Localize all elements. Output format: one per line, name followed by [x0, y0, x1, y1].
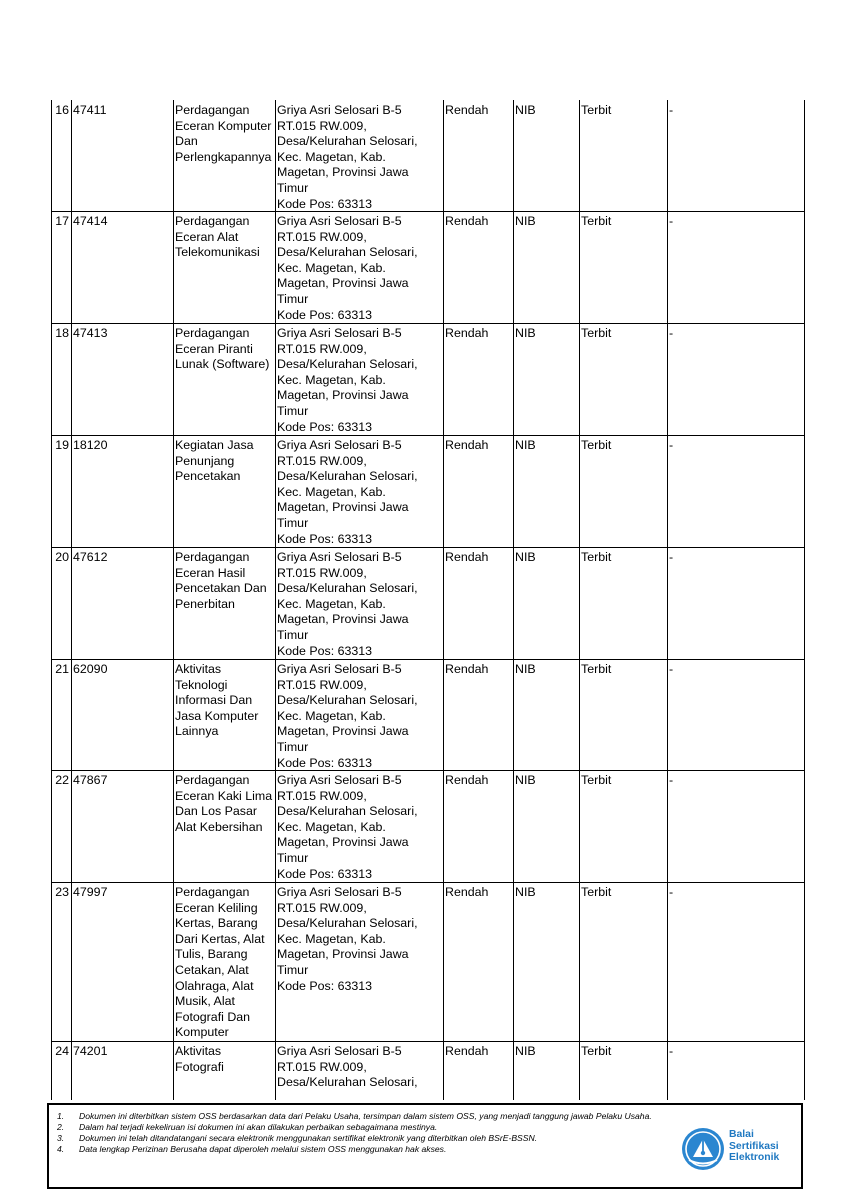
row-number-cell: 18 — [55, 326, 69, 340]
column-divider — [443, 100, 444, 1100]
license-status-cell: Terbit — [581, 662, 612, 676]
footer-note-number: 4. — [57, 1144, 65, 1154]
risk-level-cell: Rendah — [445, 326, 489, 340]
footer-note — [57, 1133, 689, 1144]
kbli-code-cell: 18120 — [73, 438, 108, 452]
license-type-cell: NIB — [515, 662, 536, 676]
remarks-cell: - — [669, 773, 674, 787]
license-status-cell: Terbit — [581, 885, 612, 899]
license-type-cell: NIB — [515, 214, 536, 228]
business-address-cell: Griya Asri Selosari B-5 RT.015 RW.009, Desa/Kelurahan Selosari, Kec. Magetan, Kab. Magetan, Provinsi Jawa Timur Kode Pos: 63313 — [277, 662, 418, 770]
footer-note — [57, 1122, 689, 1133]
business-address-cell: Griya Asri Selosari B-5 RT.015 RW.009, Desa/Kelurahan Selosari, — [277, 1044, 418, 1090]
row-number-cell: 24 — [55, 1044, 69, 1058]
business-license-table — [51, 100, 805, 1100]
row-number-cell: 23 — [55, 885, 69, 899]
license-type-cell: NIB — [515, 773, 536, 787]
column-divider — [579, 100, 580, 1100]
table-row — [52, 100, 804, 212]
row-number-cell: 22 — [55, 773, 69, 787]
kbli-code-cell: 62090 — [73, 662, 108, 676]
footer-note — [57, 1144, 689, 1155]
footer-note-number: 3. — [57, 1133, 65, 1143]
license-status-cell: Terbit — [581, 103, 612, 117]
business-address-cell: Griya Asri Selosari B-5 RT.015 RW.009, Desa/Kelurahan Selosari, Kec. Magetan, Kab. Magetan, Provinsi Jawa Timur Kode Pos: 63313 — [277, 214, 418, 322]
license-status-cell: Terbit — [581, 550, 612, 564]
license-status-cell: Terbit — [581, 438, 612, 452]
license-type-cell: NIB — [515, 326, 536, 340]
footer-note-text: Data lengkap Perizinan Berusaha dapat diperoleh melalui sistem OSS menggunakan hak akses. — [79, 1144, 447, 1154]
table-row — [52, 882, 804, 1042]
business-activity-cell: Perdagangan Eceran Kaki Lima Dan Los Pasar Alat Kebersihan — [175, 773, 273, 834]
row-number-cell: 16 — [55, 103, 69, 117]
license-type-cell: NIB — [515, 438, 536, 452]
risk-level-cell: Rendah — [445, 438, 489, 452]
remarks-cell: - — [669, 214, 674, 228]
remarks-cell: - — [669, 550, 674, 564]
footer-notes-box — [47, 1103, 803, 1189]
business-activity-cell: Perdagangan Eceran Keliling Kertas, Barang Dari Kertas, Alat Tulis, Barang Cetakan, Alat Olahraga, Alat Musik, Alat Fotografi Dan Komputer — [175, 885, 265, 1040]
business-activity-cell: Perdagangan Eceran Hasil Pencetakan Dan Penerbitan — [175, 550, 267, 611]
footer-note-text: Dokumen ini diterbitkan sistem OSS berdasarkan data dari Pelaku Usaha, tersimpan dalam sistem OSS, yang menjadi tanggung jawab Pelaku Usaha. — [79, 1111, 652, 1121]
business-activity-cell: Kegiatan Jasa Penunjang Pencetakan — [175, 438, 254, 484]
kbli-code-cell: 47414 — [73, 214, 108, 228]
business-address-cell: Griya Asri Selosari B-5 RT.015 RW.009, Desa/Kelurahan Selosari, Kec. Magetan, Kab. Magetan, Provinsi Jawa Timur Kode Pos: 63313 — [277, 103, 418, 211]
table-row — [52, 211, 804, 324]
license-type-cell: NIB — [515, 103, 536, 117]
business-activity-cell: Aktivitas Teknologi Informasi Dan Jasa Komputer Lainnya — [175, 662, 259, 739]
kbli-code-cell: 47997 — [73, 885, 108, 899]
table-row — [52, 770, 804, 883]
remarks-cell: - — [669, 662, 674, 676]
column-divider — [275, 100, 276, 1100]
remarks-cell: - — [669, 1044, 674, 1058]
footer-notes-list — [57, 1111, 689, 1155]
license-type-cell: NIB — [515, 1044, 536, 1058]
row-number-cell: 21 — [55, 662, 69, 676]
risk-level-cell: Rendah — [445, 103, 489, 117]
table-row — [52, 323, 804, 436]
risk-level-cell: Rendah — [445, 550, 489, 564]
business-activity-cell: Perdagangan Eceran Alat Telekomunikasi — [175, 214, 260, 260]
license-status-cell: Terbit — [581, 214, 612, 228]
bsre-logo-text: Balai Sertifikasi Elektronik — [729, 1129, 780, 1163]
kbli-code-cell: 74201 — [73, 1044, 108, 1058]
kbli-code-cell: 47867 — [73, 773, 108, 787]
table-row — [52, 547, 804, 660]
license-status-cell: Terbit — [581, 326, 612, 340]
kbli-code-cell: 47411 — [73, 103, 107, 117]
license-status-cell: Terbit — [581, 773, 612, 787]
risk-level-cell: Rendah — [445, 773, 489, 787]
table-row — [52, 659, 804, 771]
risk-level-cell: Rendah — [445, 1044, 489, 1058]
business-address-cell: Griya Asri Selosari B-5 RT.015 RW.009, Desa/Kelurahan Selosari, Kec. Magetan, Kab. Magetan, Provinsi Jawa Timur Kode Pos: 63313 — [277, 438, 418, 546]
remarks-cell: - — [669, 885, 674, 899]
footer-note — [57, 1111, 689, 1122]
column-divider — [173, 100, 174, 1100]
license-type-cell: NIB — [515, 550, 536, 564]
row-number-cell: 19 — [55, 438, 69, 452]
footer-note-number: 1. — [57, 1111, 65, 1121]
business-address-cell: Griya Asri Selosari B-5 RT.015 RW.009, Desa/Kelurahan Selosari, Kec. Magetan, Kab. Magetan, Provinsi Jawa Timur Kode Pos: 63313 — [277, 550, 418, 658]
kbli-code-cell: 47612 — [73, 550, 108, 564]
business-activity-cell: Aktivitas Fotografi — [175, 1044, 224, 1074]
business-activity-cell: Perdagangan Eceran Piranti Lunak (Software) — [175, 326, 270, 372]
risk-level-cell: Rendah — [445, 662, 489, 676]
row-number-cell: 17 — [55, 214, 69, 228]
footer-note-text: Dalam hal terjadi kekeliruan isi dokumen ini akan dilakukan perbaikan sebagaimana mestinya. — [79, 1122, 438, 1132]
remarks-cell: - — [669, 438, 674, 452]
table-row — [52, 1041, 804, 1100]
bsre-logo — [681, 1123, 791, 1175]
table-row — [52, 435, 804, 548]
bsre-pen-nib-icon — [681, 1127, 725, 1171]
risk-level-cell: Rendah — [445, 214, 489, 228]
footer-note-text: Dokumen ini telah ditandatangani secara elektronik menggunakan sertifikat elektronik yang diterbitkan oleh BSrE-BSSN. — [79, 1133, 538, 1143]
column-divider — [71, 100, 72, 1100]
business-activity-cell: Perdagangan Eceran Komputer Dan Perlengkapannya — [175, 103, 272, 164]
license-type-cell: NIB — [515, 885, 536, 899]
kbli-code-cell: 47413 — [73, 326, 108, 340]
business-address-cell: Griya Asri Selosari B-5 RT.015 RW.009, Desa/Kelurahan Selosari, Kec. Magetan, Kab. Magetan, Provinsi Jawa Timur Kode Pos: 63313 — [277, 885, 418, 993]
column-divider — [667, 100, 668, 1100]
remarks-cell: - — [669, 103, 674, 117]
risk-level-cell: Rendah — [445, 885, 489, 899]
business-address-cell: Griya Asri Selosari B-5 RT.015 RW.009, Desa/Kelurahan Selosari, Kec. Magetan, Kab. Magetan, Provinsi Jawa Timur Kode Pos: 63313 — [277, 773, 418, 881]
column-divider — [513, 100, 514, 1100]
license-status-cell: Terbit — [581, 1044, 612, 1058]
footer-note-number: 2. — [57, 1122, 65, 1132]
business-address-cell: Griya Asri Selosari B-5 RT.015 RW.009, Desa/Kelurahan Selosari, Kec. Magetan, Kab. Magetan, Provinsi Jawa Timur Kode Pos: 63313 — [277, 326, 418, 434]
row-number-cell: 20 — [55, 550, 69, 564]
remarks-cell: - — [669, 326, 674, 340]
